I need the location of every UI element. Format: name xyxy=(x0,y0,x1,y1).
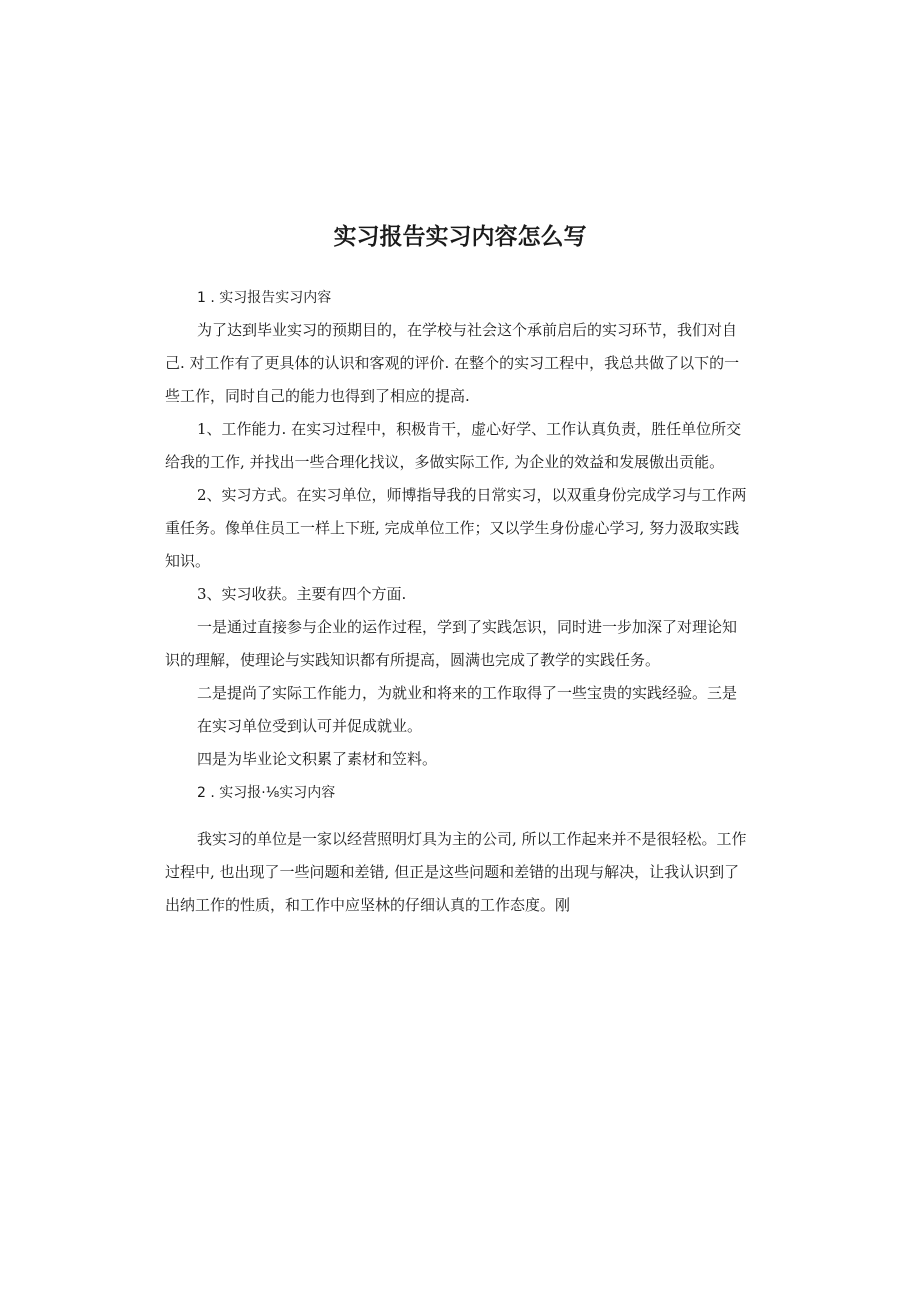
paragraph-line: 出纳工作的性质，和工作中应坚林的仔细认真的工作态度。刚 xyxy=(165,896,571,914)
paragraph-line: 重任务。像单住员工一样上下班, 完成单位工作；又以学生身份虚心学习, 努力汲取实践 xyxy=(165,519,740,537)
paragraph-line: 给我的工作, 并找出一些合理化找议，多做实际工作, 为企业的效益和发展傲出贡能。 xyxy=(165,453,725,471)
paragraph-line: 1、工作能力. 在实习过程中，积极肯干，虚心好学、工作认真负责，胜任单位所交 xyxy=(197,420,742,438)
section-2-heading: 2 . 实习报·⅛实习内容 xyxy=(197,785,336,801)
paragraph-line: 3、实习收获。主要有四个方面. xyxy=(197,585,407,603)
paragraph-line: 过程中, 也出现了一些问题和差错, 但正是这些问题和差错的出现与解决，让我认识到了 xyxy=(165,863,740,881)
paragraph-line: 在实习单位受到认可并促成就业。 xyxy=(197,717,423,735)
document-title: 实习报告实习内容怎么写 xyxy=(333,224,587,250)
paragraph-line: 为了达到毕业实习的预期目的，在学校与社会这个承前启后的实习环节，我们对自 xyxy=(197,321,738,339)
paragraph-line: 2、实习方式。在实习单位，师博指导我的日常实习，以双重身份完成学习与工作两 xyxy=(197,486,747,504)
paragraph-line: 知识。 xyxy=(165,552,211,570)
paragraph-line: 一是通过直接参与企业的运作过程，学到了实践怎识，同时进一步加深了对理论知 xyxy=(197,618,738,636)
paragraph-line: 我实习的单位是一家以经营照明灯具为主的公司, 所以工作起来并不是很轻松。工作 xyxy=(197,830,747,848)
paragraph-line: 识的理解，使理论与实践知识都有所提高，圆满也完成了教学的实践任务。 xyxy=(165,651,661,669)
paragraph-line: 些工作，同时自己的能力也得到了相应的提高. xyxy=(165,387,470,405)
paragraph-line: 四是为毕业论文积累了素材和笠料。 xyxy=(197,750,438,768)
paragraph-line: 己. 对工作有了更具体的认识和客观的评价. 在整个的实习工程中，我总共做了以下的一 xyxy=(165,354,740,372)
section-1-heading: 1 . 实习报告实习内容 xyxy=(197,290,332,306)
paragraph-line: 二是提尚了实际工作能力，为就业和将来的工作取得了一些宝贵的实践经验。三是 xyxy=(197,684,738,702)
